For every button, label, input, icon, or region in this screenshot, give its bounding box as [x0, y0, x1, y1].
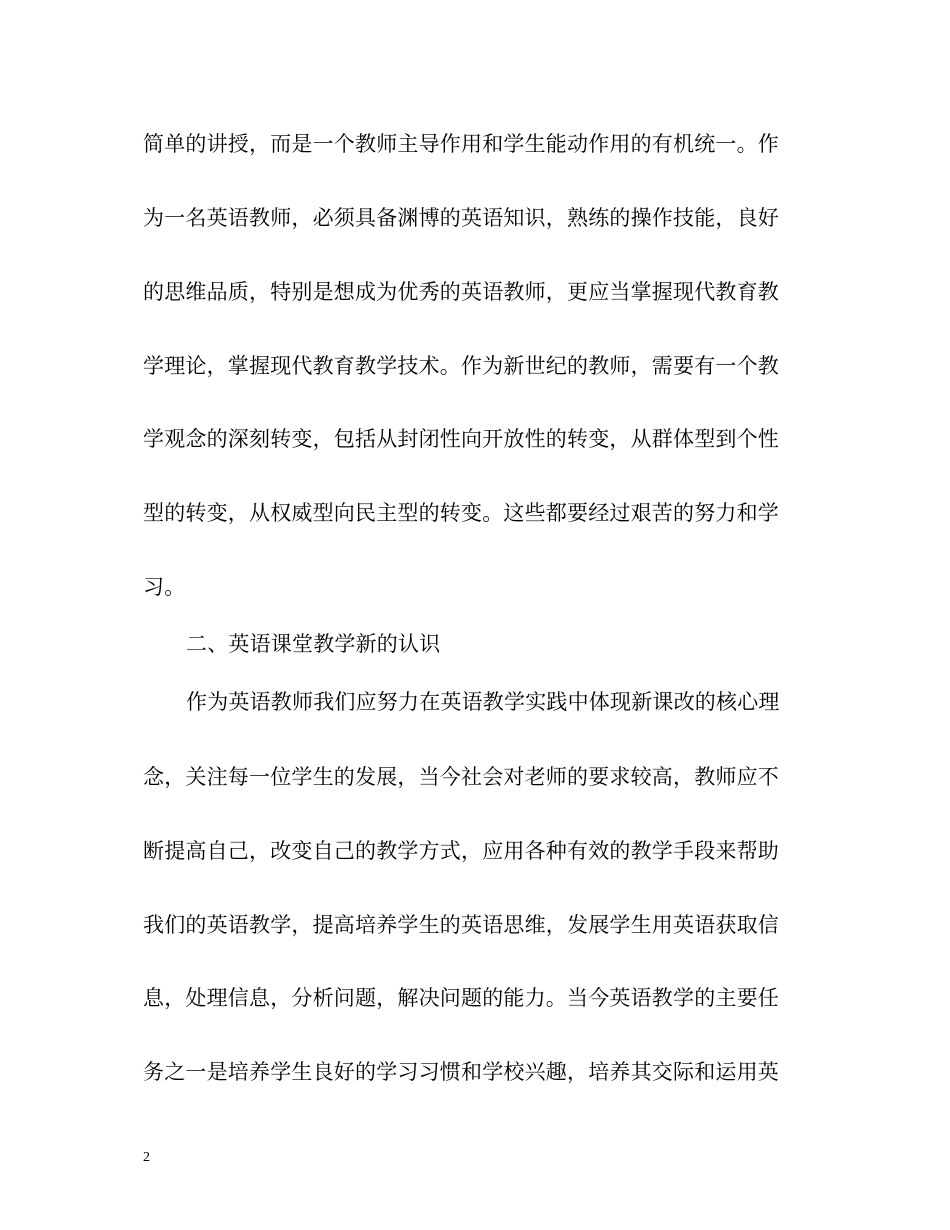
page-number: 2	[143, 1150, 150, 1165]
text-line: 的思维品质，特别是想成为优秀的英语教师，更应当掌握现代教育教	[143, 280, 779, 304]
text-line: 为一名英语教师，必须具备渊博的英语知识，熟练的操作技能，良好	[143, 206, 779, 230]
section-heading: 二、英语课堂教学新的认识	[186, 632, 441, 656]
text-line: 念，关注每一位学生的发展，当今社会对老师的要求较高，教师应不	[143, 765, 779, 789]
text-line: 断提高自己，改变自己的教学方式，应用各种有效的教学手段来帮助	[143, 839, 779, 863]
text-line: 型的转变，从权威型向民主型的转变。这些都要经过艰苦的努力和学	[143, 501, 779, 525]
text-line: 学观念的深刻转变，包括从封闭性向开放性的转变，从群体型到个性	[143, 427, 779, 451]
text-line: 学理论，掌握现代教育教学技术。作为新世纪的教师，需要有一个教	[143, 354, 779, 378]
text-line: 务之一是培养学生良好的学习习惯和学校兴趣，培养其交际和运用英	[143, 1060, 779, 1084]
text-line: 习。	[143, 575, 186, 599]
text-line: 息，处理信息，分析问题，解决问题的能力。当今英语教学的主要任	[143, 986, 779, 1010]
text-line: 简单的讲授，而是一个教师主导作用和学生能动作用的有机统一。作	[143, 132, 779, 156]
text-line: 作为英语教师我们应努力在英语教学实践中体现新课改的核心理	[186, 690, 780, 714]
text-line: 我们的英语教学，提高培养学生的英语思维，发展学生用英语获取信	[143, 913, 779, 937]
